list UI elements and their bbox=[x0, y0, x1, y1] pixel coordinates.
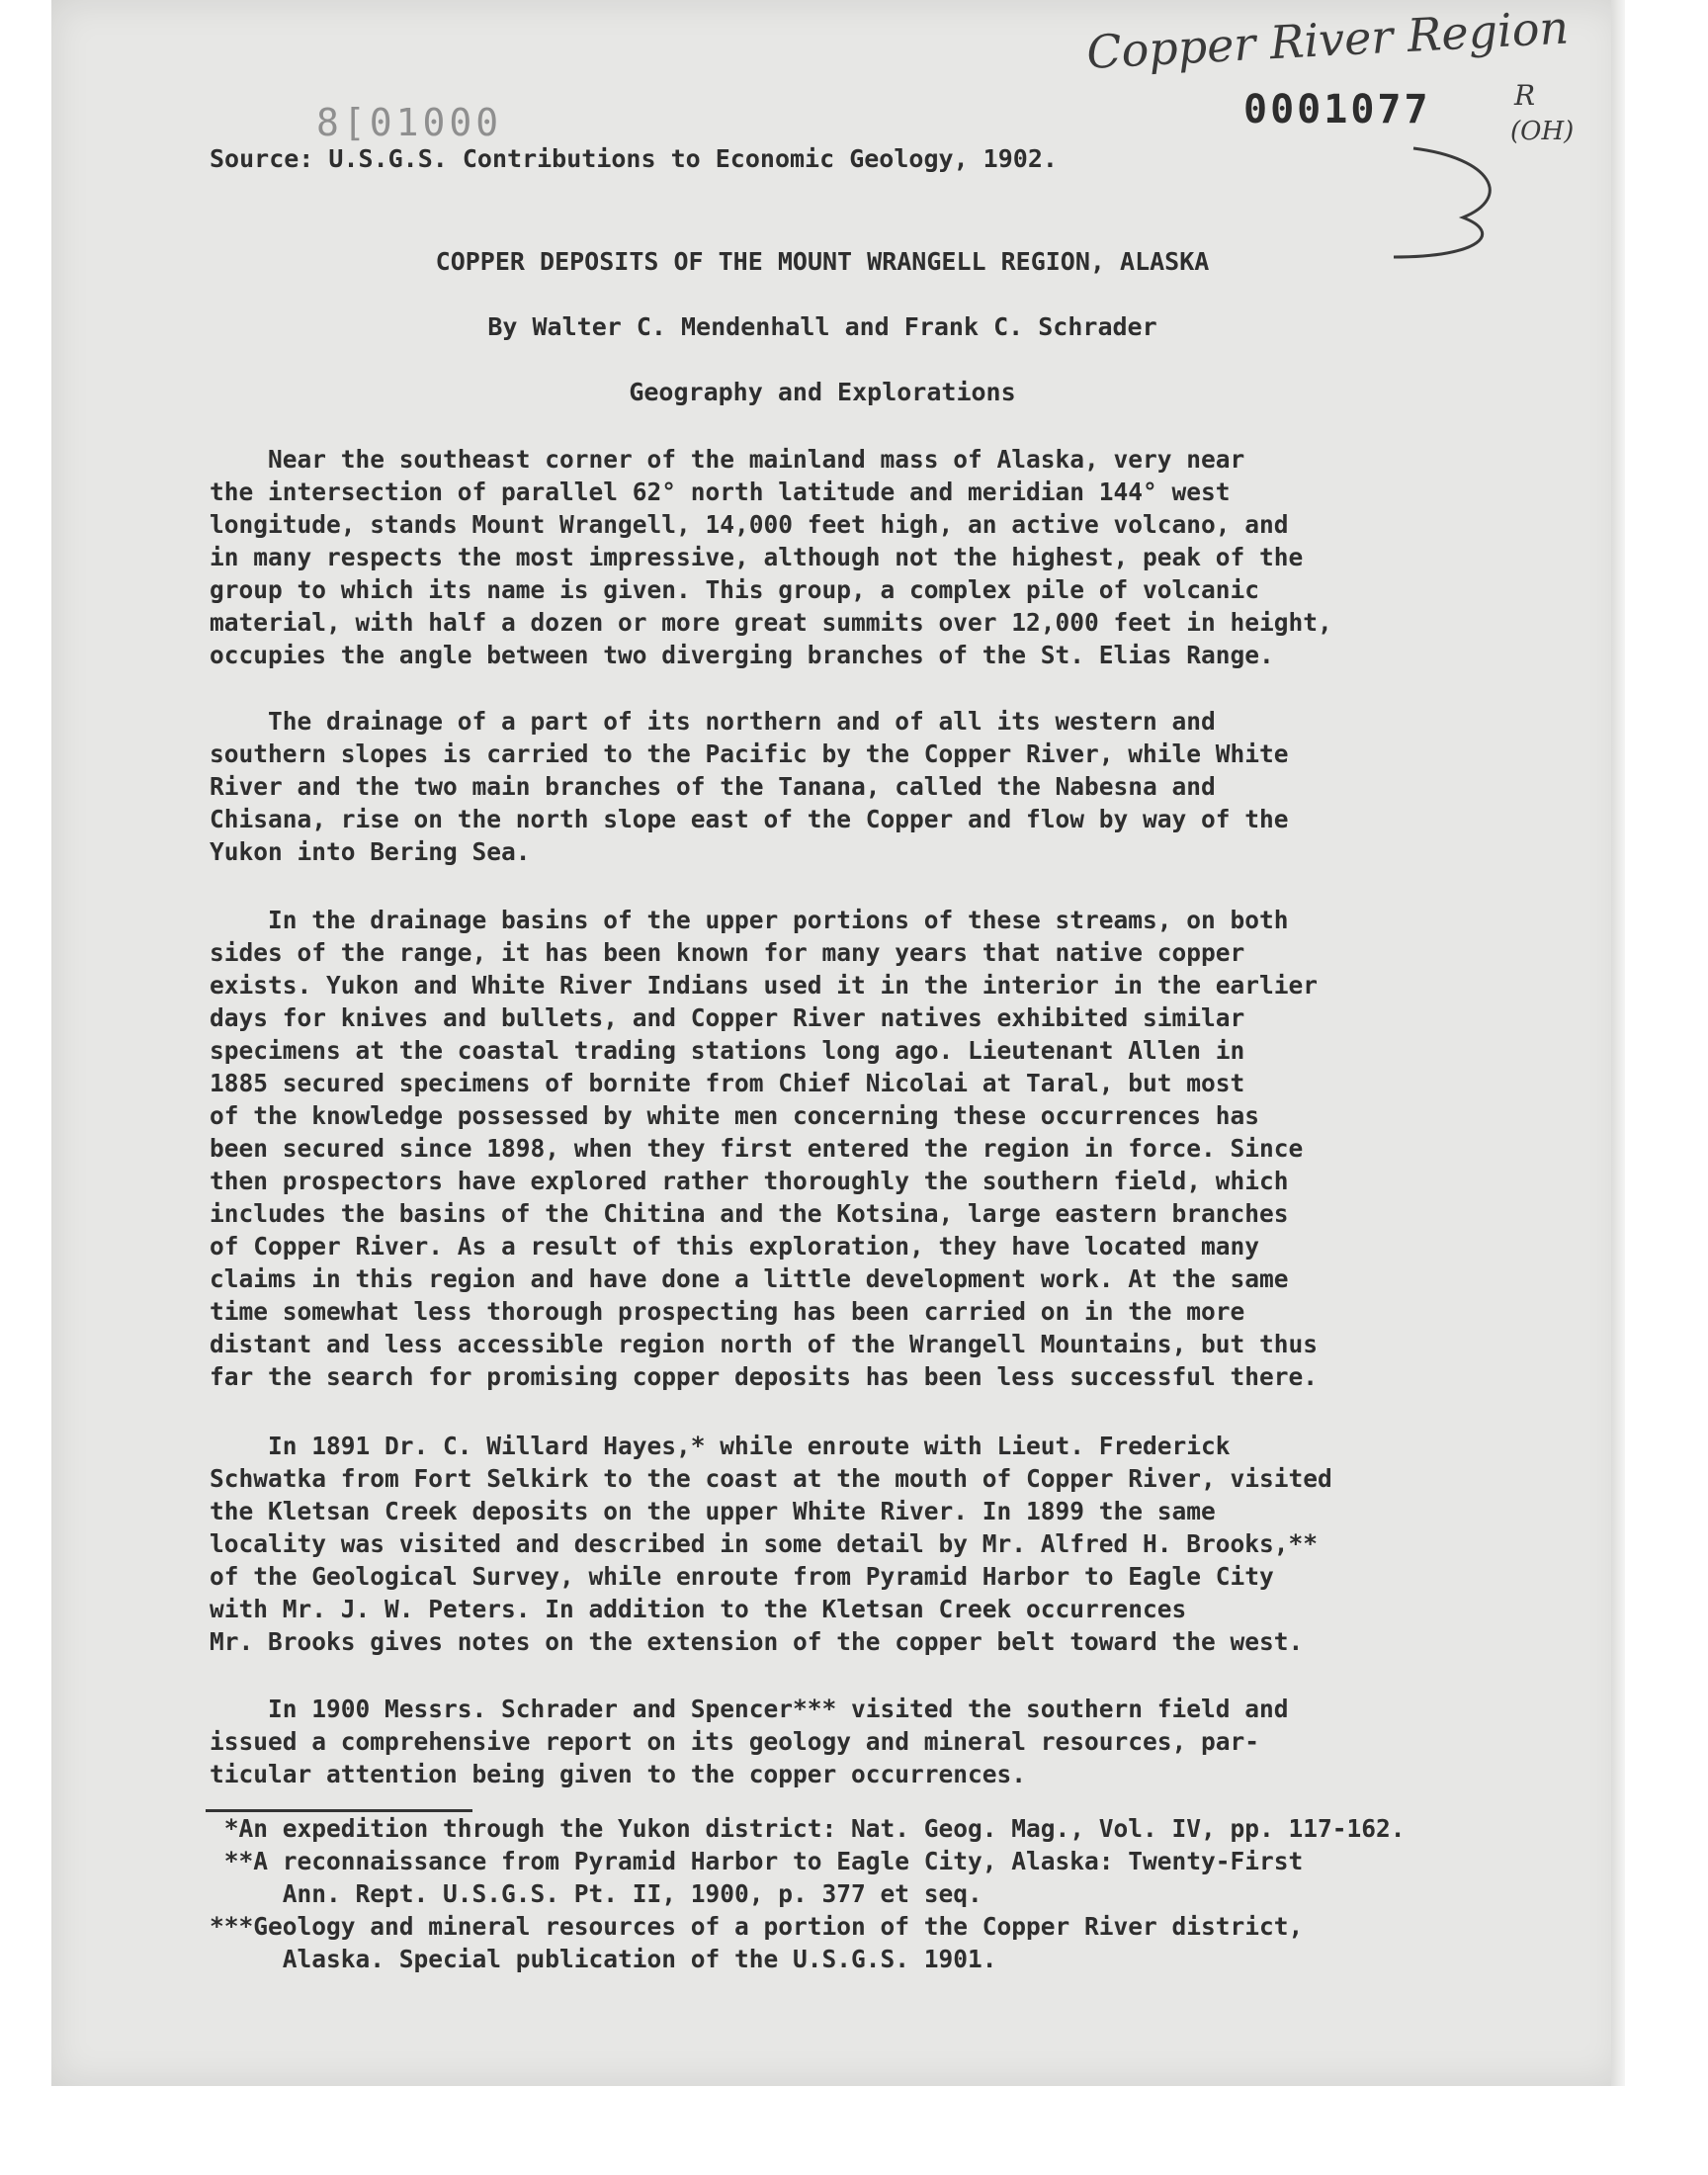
paragraph-line: time somewhat less thorough prospecting has been carried on in the more bbox=[210, 1297, 1245, 1326]
archive-stamp-left: 8[01000 bbox=[316, 101, 503, 144]
byline: By Walter C. Mendenhall and Frank C. Schrader bbox=[487, 312, 1157, 341]
paragraph-line: Near the southeast corner of the mainland mass of Alaska, very near bbox=[210, 445, 1245, 474]
footnotes bbox=[210, 1812, 1613, 1975]
paragraph-line: the Kletsan Creek deposits on the upper White River. In 1899 the same bbox=[210, 1497, 1216, 1525]
paragraph-line: Schwatka from Fort Selkirk to the coast at the mouth of Copper River, visited bbox=[210, 1464, 1332, 1493]
paragraph-line: In 1891 Dr. C. Willard Hayes,* while enroute with Lieut. Frederick bbox=[210, 1432, 1231, 1460]
footnote-line: Ann. Rept. U.S.G.S. Pt. II, 1900, p. 377 et seq. bbox=[210, 1879, 982, 1908]
paragraph-line: specimens at the coastal trading stations long ago. Lieutenant Allen in bbox=[210, 1036, 1245, 1065]
paragraph-line: of the knowledge possessed by white men concerning these occurrences has bbox=[210, 1101, 1260, 1130]
paragraph-5 bbox=[210, 1693, 1494, 1790]
paragraph-line: In the drainage basins of the upper portions of these streams, on both bbox=[210, 906, 1289, 934]
paragraph-line: the intersection of parallel 62° north latitude and meridian 144° west bbox=[210, 478, 1231, 506]
handwritten-code-r: R bbox=[1514, 79, 1536, 112]
paragraph-4 bbox=[210, 1430, 1494, 1658]
document-title: COPPER DEPOSITS OF THE MOUNT WRANGELL REGION, ALASKA bbox=[435, 247, 1210, 276]
footnote-line: ***Geology and mineral resources of a portion of the Copper River district, bbox=[210, 1912, 1304, 1941]
paragraph-line: southern slopes is carried to the Pacific by the Copper River, while White bbox=[210, 740, 1289, 768]
page-edge bbox=[1611, 0, 1625, 2086]
paragraph-line: River and the two main branches of the Tanana, called the Nabesna and bbox=[210, 772, 1216, 801]
paragraph-2 bbox=[210, 705, 1494, 868]
paragraph-line: days for knives and bullets, and Copper River natives exhibited similar bbox=[210, 1003, 1245, 1032]
paragraph-line: with Mr. J. W. Peters. In addition to the Kletsan Creek occurrences bbox=[210, 1595, 1187, 1623]
archive-stamp-right: 0001077 bbox=[1243, 87, 1431, 132]
paragraph-line: issued a comprehensive report on its geology and mineral resources, par- bbox=[210, 1727, 1260, 1756]
paragraph-line: claims in this region and have done a little development work. At the same bbox=[210, 1264, 1289, 1293]
footnote-line: **A reconnaissance from Pyramid Harbor to Eagle City, Alaska: Twenty-First bbox=[210, 1847, 1304, 1875]
paragraph-line: sides of the range, it has been known for many years that native copper bbox=[210, 938, 1245, 967]
paragraph-line: In 1900 Messrs. Schrader and Spencer*** visited the southern field and bbox=[210, 1695, 1289, 1723]
paragraph-line: The drainage of a part of its northern and of all its western and bbox=[210, 707, 1216, 736]
paragraph-line: longitude, stands Mount Wrangell, 14,000 feet high, an active volcano, and bbox=[210, 510, 1289, 539]
paragraph-line: far the search for promising copper deposits has been less successful there. bbox=[210, 1362, 1319, 1391]
paragraph-line: of Copper River. As a result of this exploration, they have located many bbox=[210, 1232, 1260, 1261]
paragraph-line: exists. Yukon and White River Indians used it in the interior in the earlier bbox=[210, 971, 1319, 1000]
paragraph-1 bbox=[210, 443, 1494, 671]
paragraph-line: Yukon into Bering Sea. bbox=[210, 837, 531, 866]
source-line: Source: U.S.G.S. Contributions to Economic Geology, 1902. bbox=[210, 144, 1058, 173]
paragraph-line: Chisana, rise on the north slope east of the Copper and flow by way of the bbox=[210, 805, 1289, 833]
paragraph-line: ticular attention being given to the copper occurrences. bbox=[210, 1760, 1027, 1788]
section-heading: Geography and Explorations bbox=[629, 378, 1016, 406]
paragraph-line: been secured since 1898, when they first entered the region in force. Since bbox=[210, 1134, 1304, 1163]
paragraph-3 bbox=[210, 904, 1494, 1393]
paragraph-line: distant and less accessible region north of the Wrangell Mountains, but thus bbox=[210, 1330, 1319, 1358]
paragraph-line: occupies the angle between two diverging branches of the St. Elias Range. bbox=[210, 641, 1274, 669]
paragraph-line: then prospectors have explored rather thoroughly the southern field, which bbox=[210, 1167, 1289, 1195]
paragraph-line: group to which its name is given. This group, a complex pile of volcanic bbox=[210, 575, 1260, 604]
paragraph-line: of the Geological Survey, while enroute from Pyramid Harbor to Eagle City bbox=[210, 1562, 1274, 1591]
footnote-line: *An expedition through the Yukon district: Nat. Geog. Mag., Vol. IV, pp. 117-162. bbox=[210, 1814, 1406, 1843]
handwritten-code-oh: (OH) bbox=[1510, 117, 1575, 146]
handwritten-title: Copper River Region bbox=[1085, 0, 1571, 79]
paragraph-line: in many respects the most impressive, although not the highest, peak of the bbox=[210, 543, 1304, 571]
paragraph-line: Mr. Brooks gives notes on the extension of the copper belt toward the west. bbox=[210, 1627, 1304, 1656]
paragraph-line: locality was visited and described in some detail by Mr. Alfred H. Brooks,** bbox=[210, 1529, 1319, 1558]
footnote-line: Alaska. Special publication of the U.S.G.S. 1901. bbox=[210, 1945, 997, 1973]
paragraph-line: 1885 secured specimens of bornite from Chief Nicolai at Taral, but most bbox=[210, 1069, 1245, 1097]
paragraph-line: includes the basins of the Chitina and the Kotsina, large eastern branches bbox=[210, 1199, 1289, 1228]
paragraph-line: material, with half a dozen or more great summits over 12,000 feet in height, bbox=[210, 608, 1332, 637]
